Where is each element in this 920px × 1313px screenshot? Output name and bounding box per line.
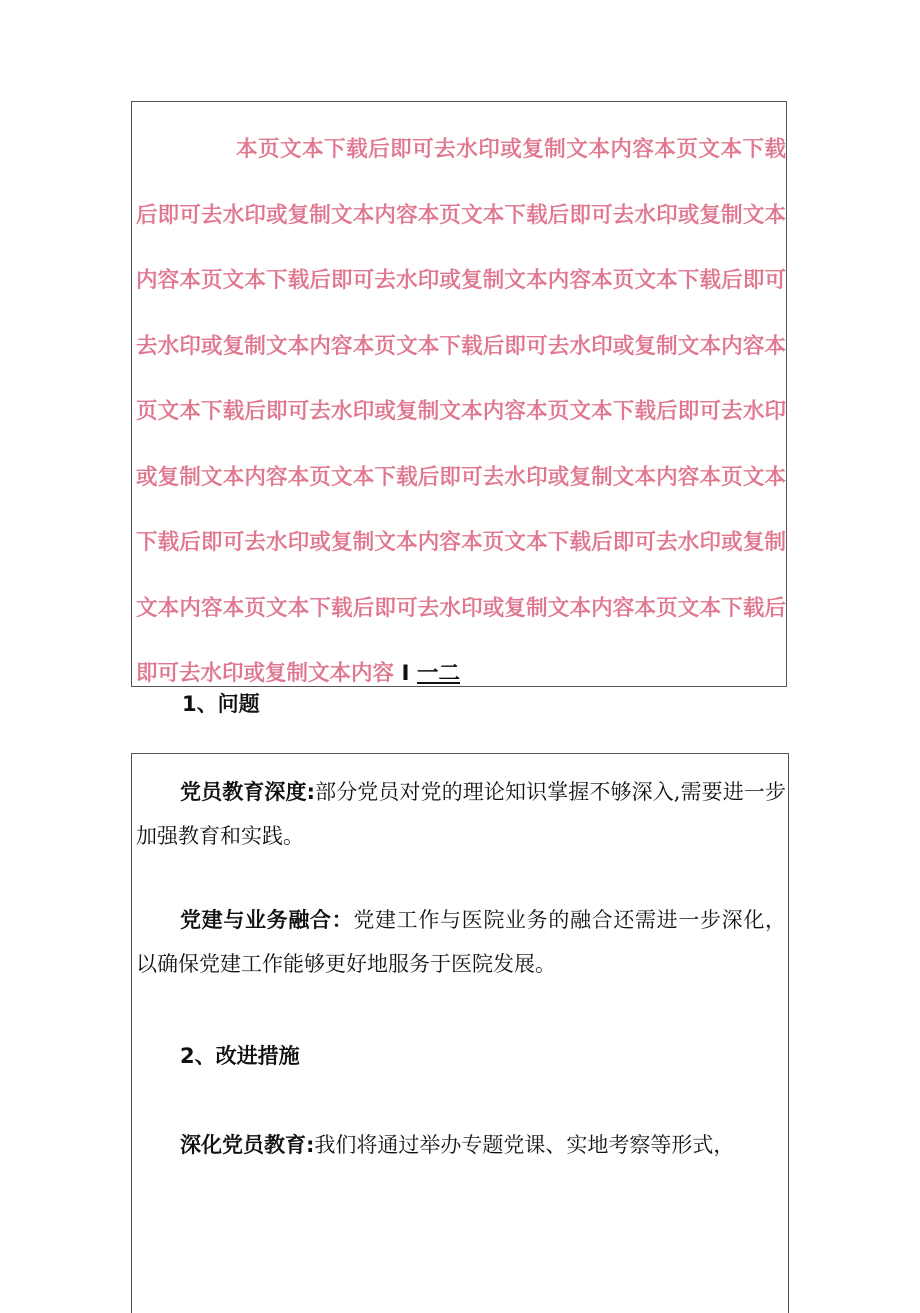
watermark-notice-text — [136, 117, 786, 707]
paragraph-party-education-depth — [136, 770, 786, 858]
content-box — [131, 753, 789, 1313]
paragraph-text: 部分党员对党的理论知识掌握不够深入,需要进一步加强教育和实践。 — [136, 780, 786, 848]
notice-repeated-text: 本页文本下载后即可去水印或复制文本内容本页文本下载后即可去水印或复制文本内容本页文本下载后即可去水印或复制文本内容本页文本下载后即可去水印或复制文本内容本页文本下载后即可去水印或复制文本内容本页文本下载后即可去水印或复制文本内容本页文本下载后即可去水印或复制文本内容本页文本下载后即可去水印或复制文本内容本页文本下载后即可去水印或复制文本内容本页文本下载后即可去水印或复制文本内容本页文本下载后即可去水印或复制文本内容本页文本下载后即可去水印或复制文本内容本页文本下载后即可去水印或复制文本内容 — [136, 137, 786, 686]
section-heading-problems: 1、问题 — [182, 692, 260, 716]
notice-tail-letter: I — [401, 661, 410, 686]
paragraph-party-business-integration — [136, 898, 786, 986]
paragraph-term: 党建与业务融合： — [180, 908, 354, 932]
paragraph-term: 深化党员教育: — [180, 1133, 315, 1157]
watermark-notice-box — [131, 101, 787, 687]
notice-tail-mark: 一二 — [417, 661, 461, 686]
paragraph-term: 党员教育深度: — [180, 780, 315, 804]
paragraph-text: 党建工作与医院业务的融合还需进一步深化，以确保党建工作能够更好地服务于医院发展。 — [136, 908, 787, 976]
paragraph-text: 我们将通过举办专题党课、实地考察等形式， — [314, 1133, 735, 1157]
paragraph-deepen-party-education — [136, 1123, 786, 1167]
section-heading-improvements: 2、改进措施 — [180, 1044, 300, 1068]
